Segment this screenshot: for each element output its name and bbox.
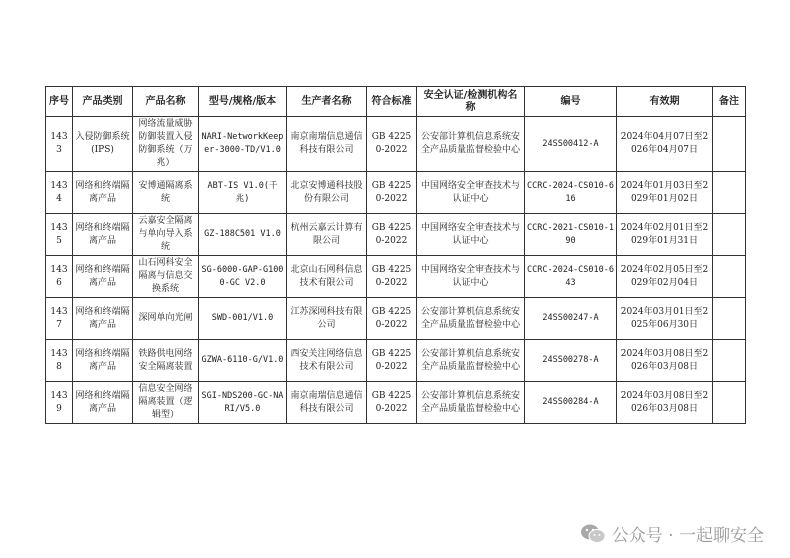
cell-validity: 2024年02月05日至2029年02月04日	[617, 256, 713, 298]
cell-agency: 中国网络安全审查技术与认证中心	[417, 256, 525, 298]
cell-validity: 2024年03月01日至2025年06月30日	[617, 298, 713, 340]
wechat-icon	[580, 523, 606, 545]
cell-product: 信息安全网络隔离装置（逻辑型）	[133, 382, 199, 424]
watermark-text: 公众号 · 一起聊安全	[611, 526, 764, 546]
cell-model: NARI-NetworkKeeper-3000-TD/V1.0	[199, 117, 287, 172]
cell-standard: GB 42250-2022	[367, 214, 417, 256]
watermark	[580, 521, 764, 546]
cell-category: 网络和终端隔离产品	[73, 256, 133, 298]
cell-model: SG-6000-GAP-G1000-GC V2.0	[199, 256, 287, 298]
table-row	[46, 172, 746, 214]
cell-model: ABT-IS V1.0(千兆)	[199, 172, 287, 214]
cell-seq: 1437	[46, 298, 73, 340]
cell-category: 网络和终端隔离产品	[73, 214, 133, 256]
table-row	[46, 117, 746, 172]
cell-validity: 2024年02月01日至2029年01月31日	[617, 214, 713, 256]
cell-producer: 北京山石网科信息技术有限公司	[287, 256, 367, 298]
cell-standard: GB 42250-2022	[367, 256, 417, 298]
cell-validity: 2024年01月03日至2029年01月02日	[617, 172, 713, 214]
column-header-agency: 安全认证/检测机构名称	[417, 87, 525, 117]
cell-model: SGI-NDS200-GC-NARI/V5.0	[199, 382, 287, 424]
cell-seq: 1436	[46, 256, 73, 298]
cell-category: 入侵防御系统(IPS)	[73, 117, 133, 172]
column-header-standard: 符合标准	[367, 87, 417, 117]
column-header-seq: 序号	[46, 87, 73, 117]
cell-number: 24SS00412-A	[525, 117, 617, 172]
cell-seq: 1435	[46, 214, 73, 256]
column-header-producer: 生产者名称	[287, 87, 367, 117]
cell-category: 网络和终端隔离产品	[73, 172, 133, 214]
certification-table-container	[45, 86, 746, 424]
column-header-remark: 备注	[713, 87, 746, 117]
cell-producer: 南京南瑞信息通信科技有限公司	[287, 382, 367, 424]
cell-remark	[713, 298, 746, 340]
cell-category: 网络和终端隔离产品	[73, 340, 133, 382]
cell-remark	[713, 256, 746, 298]
cell-number: 24SS00247-A	[525, 298, 617, 340]
cell-agency: 公安部计算机信息系统安全产品质量监督检验中心	[417, 340, 525, 382]
cell-producer: 北京安博通科技股份有限公司	[287, 172, 367, 214]
cell-product: 深网单向光闸	[133, 298, 199, 340]
cell-product: 网络流量威胁防御装置入侵防御系统（万兆）	[133, 117, 199, 172]
cell-number: 24SS00278-A	[525, 340, 617, 382]
column-header-product: 产品名称	[133, 87, 199, 117]
table-row	[46, 256, 746, 298]
table-body	[46, 117, 746, 424]
cell-remark	[713, 172, 746, 214]
cell-product: 安博通隔离系统	[133, 172, 199, 214]
cell-seq: 1433	[46, 117, 73, 172]
cell-agency: 公安部计算机信息系统安全产品质量监督检验中心	[417, 298, 525, 340]
cell-standard: GB 42250-2022	[367, 340, 417, 382]
cell-producer: 西安关注网络信息技术有限公司	[287, 340, 367, 382]
cell-producer: 江苏深网科技有限公司	[287, 298, 367, 340]
cell-standard: GB 42250-2022	[367, 298, 417, 340]
cell-remark	[713, 382, 746, 424]
cell-remark	[713, 340, 746, 382]
cell-standard: GB 42250-2022	[367, 172, 417, 214]
cell-validity: 2024年04月07日至2026年04月07日	[617, 117, 713, 172]
cell-product: 铁路供电网络安全隔离装置	[133, 340, 199, 382]
cell-number: CCRC-2021-CS010-190	[525, 214, 617, 256]
cell-model: GZWA-6110-G/V1.0	[199, 340, 287, 382]
cell-product: 云嘉安全隔离与单向导入系统	[133, 214, 199, 256]
cell-seq: 1439	[46, 382, 73, 424]
cell-validity: 2024年03月08日至2026年03月08日	[617, 340, 713, 382]
table-row	[46, 214, 746, 256]
cell-remark	[713, 117, 746, 172]
column-header-model: 型号/规格/版本	[199, 87, 287, 117]
certification-table	[45, 86, 746, 424]
cell-seq: 1438	[46, 340, 73, 382]
table-header-row	[46, 87, 746, 117]
cell-model: SWD-001/V1.0	[199, 298, 287, 340]
cell-number: CCRC-2024-CS010-616	[525, 172, 617, 214]
table-row	[46, 382, 746, 424]
cell-validity: 2024年03月08日至2026年03月08日	[617, 382, 713, 424]
cell-number: 24SS00284-A	[525, 382, 617, 424]
cell-agency: 公安部计算机信息系统安全产品质量监督检验中心	[417, 382, 525, 424]
cell-agency: 中国网络安全审查技术与认证中心	[417, 214, 525, 256]
cell-agency: 公安部计算机信息系统安全产品质量监督检验中心	[417, 117, 525, 172]
cell-standard: GB 42250-2022	[367, 382, 417, 424]
cell-seq: 1434	[46, 172, 73, 214]
cell-model: GZ-188C501 V1.0	[199, 214, 287, 256]
column-header-number: 编号	[525, 87, 617, 117]
cell-category: 网络和终端隔离产品	[73, 298, 133, 340]
cell-number: CCRC-2024-CS010-643	[525, 256, 617, 298]
column-header-validity: 有效期	[617, 87, 713, 117]
cell-product: 山石网科安全隔离与信息交换系统	[133, 256, 199, 298]
cell-producer: 杭州云嘉云计算有限公司	[287, 214, 367, 256]
table-row	[46, 340, 746, 382]
cell-producer: 南京南瑞信息通信科技有限公司	[287, 117, 367, 172]
table-row	[46, 298, 746, 340]
cell-standard: GB 42250-2022	[367, 117, 417, 172]
cell-agency: 中国网络安全审查技术与认证中心	[417, 172, 525, 214]
column-header-category: 产品类别	[73, 87, 133, 117]
cell-remark	[713, 214, 746, 256]
cell-category: 网络和终端隔离产品	[73, 382, 133, 424]
